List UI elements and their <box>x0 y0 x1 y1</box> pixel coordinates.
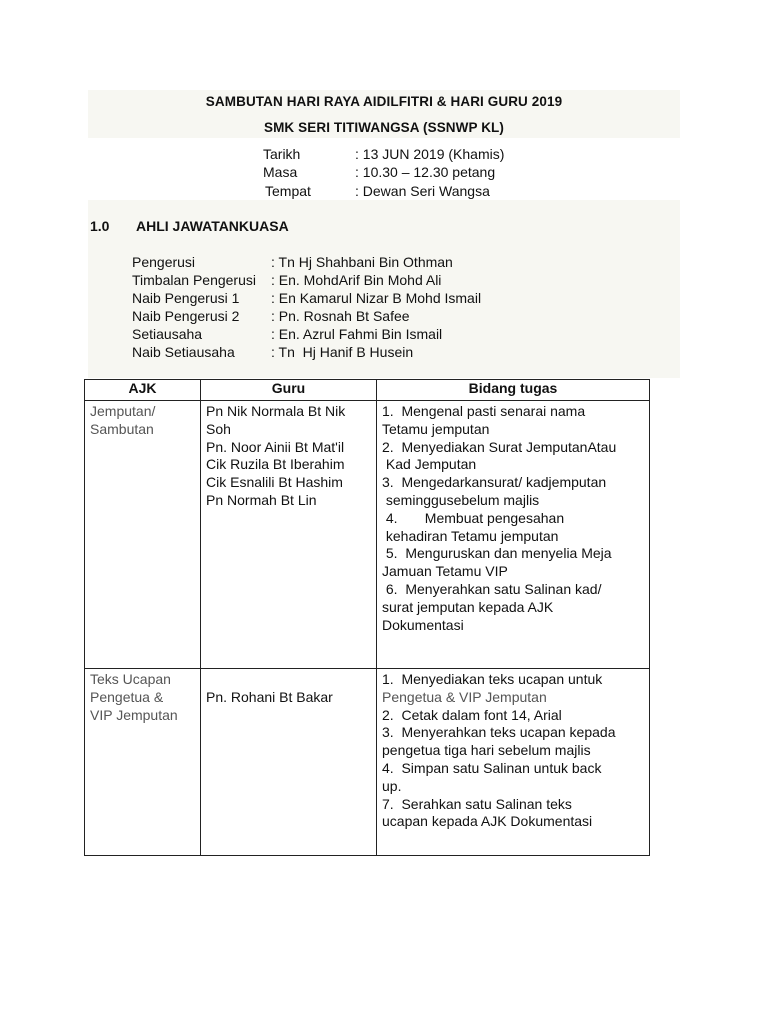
meta-value: : 10.30 – 12.30 petang <box>355 164 496 180</box>
guru-line <box>206 671 371 689</box>
tugas-line: pengetua tiga hari sebelum majlis <box>382 742 591 759</box>
header-guru: Guru <box>201 380 377 401</box>
tugas-line: 7. Serahkan satu Salinan teks <box>382 795 572 812</box>
tugas-line: kehadiran Tetamu jemputan <box>382 527 559 544</box>
tugas-line: up. <box>382 777 402 794</box>
committee-name: : En. MohdArif Bin Mohd Ali <box>271 272 442 288</box>
committee-name: : Tn Hj Shahbani Bin Othman <box>271 254 453 270</box>
guru-line: Pn Normah Bt Lin <box>206 491 317 508</box>
ajk-line: Pengetua & <box>90 688 164 705</box>
guru-line: Cik Ruzila Bt Iberahim <box>206 456 345 473</box>
meta-value: : 13 JUN 2019 (Khamis) <box>355 146 505 162</box>
tugas-cell <box>377 401 650 669</box>
ajk-line: Jemputan/ <box>90 403 156 419</box>
ajk-line: Teks Ucapan <box>90 671 171 687</box>
school-name: SMK SERI TITIWANGSA (SSNWP KL) <box>263 120 504 135</box>
committee-role: Pengerusi <box>132 254 196 270</box>
header-bidang-tugas: Bidang tugas <box>377 380 650 401</box>
tugas-line: 1. Mengenal pasti senarai nama <box>382 403 586 419</box>
guru-line: Pn. Rohani Bt Bakar <box>206 688 333 705</box>
section-title: AHLI JAWATANKUASA <box>136 218 289 234</box>
tugas-line: 3. Menyerahkan teks ucapan kepada <box>382 724 616 741</box>
committee-name: : Pn. Rosnah Bt Safee <box>271 308 410 324</box>
committee-name: : Tn Hj Hanif B Husein <box>271 344 414 360</box>
committee-name: : En. Azrul Fahmi Bin Ismail <box>271 326 443 342</box>
tugas-line: 5. Menguruskan dan menyelia Meja <box>382 545 612 562</box>
tugas-line: Dokumentasi <box>382 616 464 633</box>
tugas-line: 6. Menyerahkan satu Salinan kad/ <box>382 580 602 597</box>
ajk-line: VIP Jemputan <box>90 706 178 723</box>
meta-label: Masa <box>263 164 298 180</box>
committee-role: Naib Pengerusi 2 <box>132 308 240 324</box>
tugas-line: 1. Menyediakan teks ucapan untuk <box>382 671 603 687</box>
ajk-table <box>84 379 650 856</box>
tugas-line: 3. Mengedarkansurat/ kadjemputan <box>382 474 607 491</box>
tugas-line: 2. Cetak dalam font 14, Arial <box>382 706 562 723</box>
tugas-cell <box>377 669 650 856</box>
table-header-row <box>85 380 650 401</box>
guru-cell <box>201 669 377 856</box>
table-row <box>85 401 650 669</box>
document-title: SAMBUTAN HARI RAYA AIDILFITRI & HARI GURU 2019 <box>205 94 563 109</box>
section-number: 1.0 <box>90 218 110 234</box>
meta-label: Tempat <box>265 183 311 199</box>
guru-line: Pn Nik Normala Bt Nik <box>206 403 346 419</box>
tugas-line: seminggusebelum majlis <box>382 491 540 508</box>
tugas-line: ucapan kepada AJK Dokumentasi <box>382 813 593 830</box>
meta-label: Tarikh <box>263 146 301 162</box>
tugas-line: Pengetua & VIP Jemputan <box>382 688 547 705</box>
guru-line: Soh <box>206 420 231 437</box>
tugas-line: 4. Simpan satu Salinan untuk back <box>382 759 602 776</box>
committee-role: Setiausaha <box>132 326 203 342</box>
tugas-line: Kad Jemputan <box>382 456 477 473</box>
meta-value: : Dewan Seri Wangsa <box>355 183 490 199</box>
ajk-line: Sambutan <box>90 420 154 437</box>
tugas-line: 4. Membuat pengesahan <box>382 509 565 526</box>
committee-role: Timbalan Pengerusi <box>132 272 256 288</box>
guru-line: Pn. Noor Ainii Bt Mat'il <box>206 438 345 455</box>
guru-cell <box>201 401 377 669</box>
ajk-cell <box>85 401 201 669</box>
guru-line: Cik Esnalili Bt Hashim <box>206 474 343 491</box>
tugas-line: 2. Menyediakan Surat JemputanAtau <box>382 438 617 455</box>
tugas-line: surat jemputan kepada AJK <box>382 598 554 615</box>
committee-role: Naib Pengerusi 1 <box>132 290 240 306</box>
ajk-cell <box>85 669 201 856</box>
committee-role: Naib Setiausaha <box>132 344 235 360</box>
committee-name: : En Kamarul Nizar B Mohd Ismail <box>271 290 482 306</box>
header-ajk: AJK <box>85 380 201 401</box>
tugas-line: Jamuan Tetamu VIP <box>382 563 508 580</box>
tugas-line: Tetamu jemputan <box>382 420 490 437</box>
table-row <box>85 669 650 856</box>
